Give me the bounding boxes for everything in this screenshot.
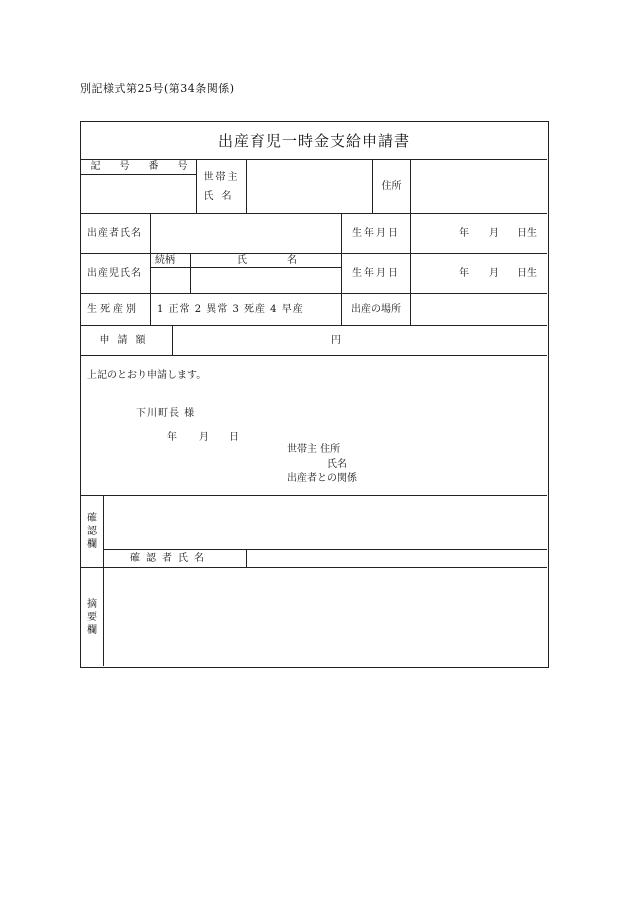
applicant-relation-label: 出産者との関係	[287, 473, 357, 484]
applicant-name-label: 氏名	[327, 459, 347, 470]
symbol-number-label	[81, 160, 197, 175]
confirmation-field[interactable]	[104, 496, 547, 550]
child-surname-label: 氏	[237, 254, 247, 266]
household-head-name-label: 氏名	[203, 190, 240, 202]
remarks-side-char-3: 欄	[87, 624, 97, 636]
statement-block	[81, 356, 547, 496]
child-dob-label: 生年月日	[342, 254, 411, 294]
remarks-side-char-2: 要	[87, 611, 97, 623]
birth-type-options[interactable]: 1 正常 2 異常 3 死産 4 早産	[151, 294, 342, 326]
addressee: 下川町長 様	[136, 408, 196, 419]
child-name-subheader	[191, 254, 342, 268]
form-number-caption: 別記様式第25号(第34条関係)	[80, 82, 235, 95]
address-field[interactable]	[411, 160, 547, 214]
mother-name-label: 出産者氏名	[81, 214, 151, 254]
child-given-name-label: 名	[287, 254, 297, 266]
symbol-label-ki: 記	[90, 161, 101, 172]
mother-dob-label: 生年月日	[342, 214, 411, 254]
mother-dob-year-unit: 年	[459, 227, 469, 239]
confirmation-side-char-3: 欄	[87, 539, 97, 550]
date-month-unit: 月	[199, 432, 209, 443]
birth-type-label: 生死産別	[81, 294, 151, 326]
application-form	[80, 121, 549, 668]
child-dob-field[interactable]	[411, 254, 547, 294]
remarks-field[interactable]	[104, 568, 547, 666]
symbol-label-ban: 番	[148, 161, 159, 172]
child-dob-day-unit: 日生	[517, 267, 537, 279]
statement-text: 上記のとおり申請します。	[87, 370, 207, 381]
household-head-label: 世帯主	[203, 171, 240, 183]
household-head-name-field[interactable]	[247, 160, 373, 214]
household-head-label-cell	[197, 160, 247, 214]
remarks-side-char-1: 摘	[87, 598, 97, 610]
child-name-field[interactable]	[191, 268, 342, 294]
address-label: 住所	[373, 160, 411, 214]
applicant-address-label: 世帯主 住所	[287, 444, 341, 455]
confirmation-side-char-2: 認	[87, 526, 97, 537]
confirmer-name-label: 確認者氏名	[104, 550, 247, 568]
mother-name-field[interactable]	[151, 214, 342, 254]
amount-field[interactable]	[173, 326, 547, 356]
symbol-label-gou2: 号	[177, 161, 188, 172]
child-dob-year-unit: 年	[459, 267, 469, 279]
birth-place-field[interactable]	[411, 294, 547, 326]
date-year-unit: 年	[167, 432, 177, 443]
amount-unit-yen: 円	[331, 334, 341, 346]
symbol-number-cell	[81, 160, 197, 214]
child-dob-month-unit: 月	[489, 267, 499, 279]
date-day-unit: 日	[229, 432, 239, 443]
child-relation-label: 続柄	[151, 254, 191, 268]
birth-place-label: 出産の場所	[342, 294, 411, 326]
confirmation-side-char-1: 確	[87, 513, 97, 524]
amount-label: 申請額	[81, 326, 173, 356]
symbol-label-gou: 号	[119, 161, 130, 172]
child-name-label: 出産児氏名	[81, 254, 151, 294]
mother-dob-month-unit: 月	[489, 227, 499, 239]
symbol-number-field[interactable]	[81, 174, 197, 214]
mother-dob-field[interactable]	[411, 214, 547, 254]
form-title: 出産育児一時金支給申請書	[81, 122, 547, 160]
confirmation-side-label	[81, 496, 104, 568]
child-relation-field[interactable]	[151, 268, 191, 294]
confirmer-name-field[interactable]	[247, 550, 547, 568]
mother-dob-day-unit: 日生	[517, 227, 537, 239]
remarks-side-label	[81, 568, 104, 666]
